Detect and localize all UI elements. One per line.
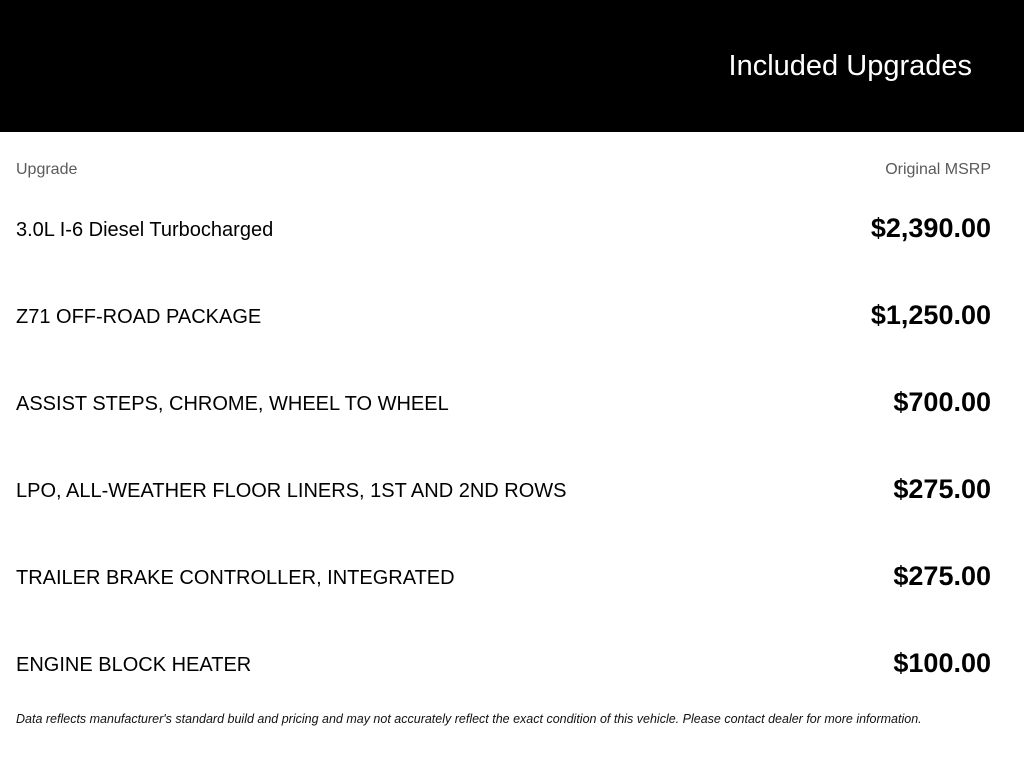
header-bar [0,0,1024,132]
upgrade-name: ENGINE BLOCK HEATER [16,654,252,676]
upgrade-price: $1,250.00 [870,300,991,330]
table-row [16,646,991,680]
disclaimer-text: Data reflects manufacturer's standard build and pricing and may not accurately reflect the exact condition of this vehicle. Please contact dealer for more information. [16,712,922,726]
table-row [16,385,991,419]
table-row [16,472,991,506]
table-row [16,211,991,245]
upgrade-name: LPO, ALL-WEATHER FLOOR LINERS, 1ST AND 2ND ROWS [16,480,567,502]
upgrade-price: $700.00 [893,387,991,417]
column-header-msrp: Original MSRP [885,161,991,178]
upgrade-name: Z71 OFF-ROAD PACKAGE [16,306,262,328]
column-header-upgrade: Upgrade [16,161,78,178]
upgrade-price: $275.00 [893,474,991,504]
upgrade-name: TRAILER BRAKE CONTROLLER, INTEGRATED [16,567,455,589]
upgrade-price: $100.00 [893,648,991,678]
page-title: Included Upgrades [728,50,972,82]
table-row [16,298,991,332]
upgrade-name: 3.0L I-6 Diesel Turbocharged [16,219,274,241]
upgrade-price: $2,390.00 [870,213,991,243]
upgrade-name: ASSIST STEPS, CHROME, WHEEL TO WHEEL [16,393,449,415]
upgrade-price: $275.00 [893,561,991,591]
table-row [16,559,991,593]
